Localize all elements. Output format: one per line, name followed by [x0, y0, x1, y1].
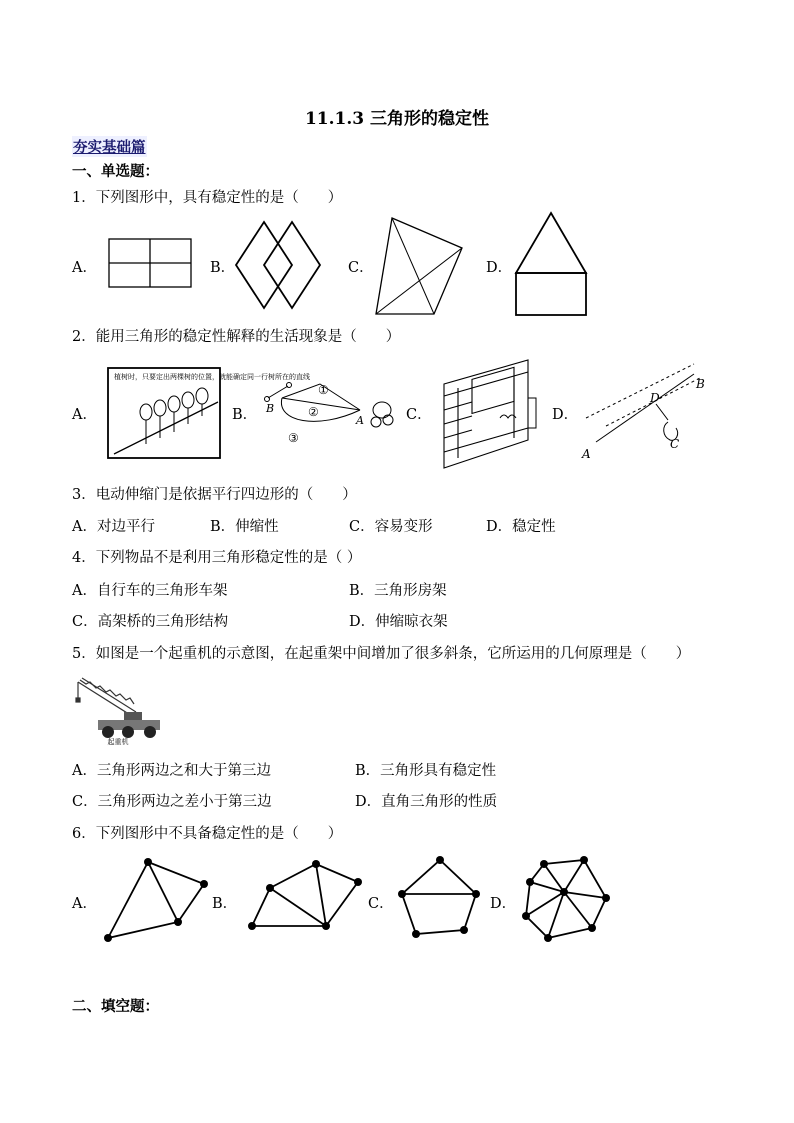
q5-option-a: A．三角形两边之和大于第三边 [72, 763, 271, 779]
q3-option-d: D．稳定性 [486, 519, 556, 535]
q6-option-a-label: A． [72, 896, 97, 912]
q1-figure-d-house-shape [514, 211, 590, 317]
q2-fig-d-label-c: C [670, 437, 680, 451]
q6-option-b-label: B． [212, 896, 238, 912]
q2-fig-b-label-1: ① [318, 383, 329, 397]
part2-heading: 二、填空题： [72, 998, 159, 1015]
q5-option-c: C．三角形两边之差小于第三边 [72, 794, 272, 810]
page-title: 11.1.3 三角形的稳定性 [304, 109, 490, 129]
q2-option-b-label: B． [232, 407, 258, 423]
q6-figure-c-pentagon-one-diagonal [398, 856, 482, 940]
q2-fig-a-caption: 植树时，只要定出两棵树的位置，就能确定同一行树所在的直线 [114, 373, 310, 381]
q2-fig-b-label-a: A [356, 414, 364, 427]
q1-figure-c-quadrilateral-diagonals [372, 216, 464, 316]
q2-figure-d-ladder-line [582, 358, 712, 464]
q1-option-c-label: C． [348, 260, 374, 276]
q6-figure-a-quadrilateral-diagonal [100, 858, 210, 946]
question-2-text: 2．能用三角形的稳定性解释的生活现象是（ ） [72, 329, 401, 345]
q2-fig-d-label-d: D [650, 391, 660, 405]
q5-figure-crane [72, 672, 164, 746]
question-4-text: 4．下列物品不是利用三角形稳定性的是（ ） [72, 550, 362, 566]
q5-figure-caption: 起重机 [107, 738, 129, 746]
q1-figure-b-overlapping-rhombi [234, 220, 322, 310]
q3-option-c: C．容易变形 [349, 519, 433, 535]
q2-figure-c-brick-window [442, 358, 538, 470]
q2-option-d-label: D． [552, 407, 579, 423]
q1-figure-a-rectangle-grid [108, 238, 192, 288]
q1-option-b-label: B． [210, 260, 236, 276]
question-5-text: 5．如图是一个起重机的示意图，在起重架中间增加了很多斜条，它所运用的几何原理是（ ） [72, 646, 691, 662]
q6-figure-d-heptagon-wheel [520, 856, 612, 944]
q6-figure-b-pentagon-fan [246, 860, 364, 932]
q2-option-a-label: A． [72, 407, 97, 423]
q4-option-c: C．高架桥的三角形结构 [72, 614, 229, 630]
q3-option-b: B．伸缩性 [210, 519, 279, 535]
q2-option-c-label: C． [406, 407, 432, 423]
q2-figure-b-bone-dog-paths [258, 376, 402, 448]
q4-option-d: D．伸缩晾衣架 [349, 614, 448, 630]
part1-heading: 一、单选题： [72, 163, 159, 180]
q2-fig-b-label-2: ② [308, 405, 319, 419]
q2-fig-d-label-b: B [696, 377, 705, 391]
q3-option-a: A．对边平行 [72, 519, 155, 535]
q1-option-a-label: A． [72, 260, 97, 276]
question-6-text: 6．下列图形中不具备稳定性的是（ ） [72, 826, 343, 842]
q2-fig-b-label-3: ③ [288, 431, 299, 445]
q2-figure-a-tree-planting [106, 366, 310, 460]
q5-option-b: B．三角形具有稳定性 [355, 763, 497, 779]
q1-option-d-label: D． [486, 260, 513, 276]
q5-option-d: D．直角三角形的性质 [355, 794, 498, 810]
q6-option-d-label: D． [490, 896, 517, 912]
q2-fig-d-label-a: A [582, 447, 591, 461]
section-tag: 夯实基础篇 [72, 136, 147, 157]
q4-option-a: A．自行车的三角形车架 [72, 583, 228, 599]
question-1-text: 1．下列图形中，具有稳定性的是（ ） [72, 190, 343, 206]
q4-option-b: B．三角形房架 [349, 583, 447, 599]
question-3-text: 3．电动伸缩门是依据平行四边形的（ ） [72, 487, 357, 503]
q6-option-c-label: C． [368, 896, 394, 912]
q2-fig-b-label-b: B [266, 402, 275, 415]
